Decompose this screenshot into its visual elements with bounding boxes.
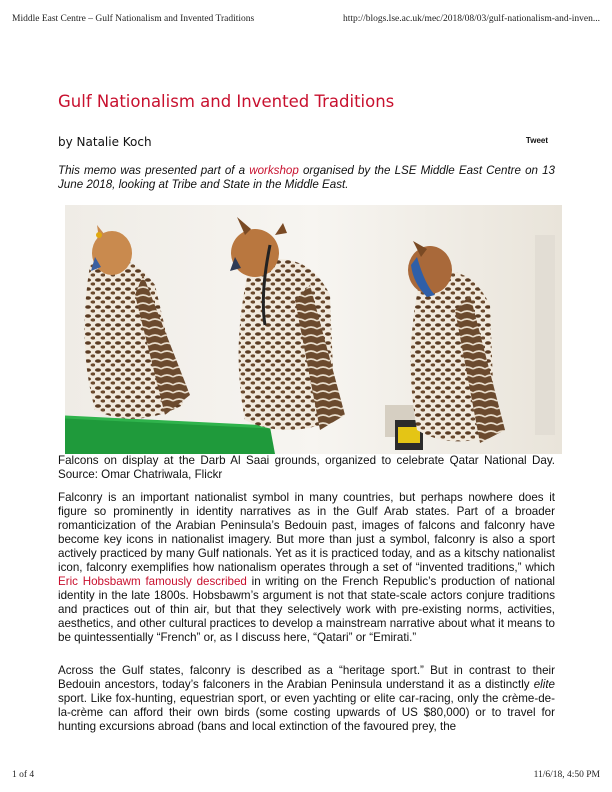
print-timestamp: 11/6/18, 4:50 PM (533, 770, 600, 780)
byline: by Natalie Koch (58, 135, 152, 149)
page-number: 1 of 4 (12, 770, 35, 780)
print-header-url: http://blogs.lse.ac.uk/mec/2018/08/03/gulf-nationalism-and-inven... (343, 14, 600, 24)
workshop-link[interactable]: workshop (249, 164, 299, 177)
falcons-photo (65, 205, 562, 454)
article-title: Gulf Nationalism and Invented Traditions (58, 92, 395, 111)
body-paragraph-1: Falconry is an important nationalist symbol in many countries, but perhaps nowhere does it figure so prominently in identity narratives as in the Gulf Arab states. Part of a broader romanticization of the Arabian Peninsula’s Bedouin past, images of falcons and falconry have become key icons in nationalist imagery. But more than just a symbol, falconry is also a sport actively practiced by many Gulf nationals. Yet as it is practiced today, and as a kitschy nationalist icon, falconry exemplifies how nationalism operates through a set of “invented traditions,” which Eric Hobsbawm famously described in writing on the French Republic’s production of national identity in the late 1800s. Hobsbawm’s argument is not that state-scale actors conjure traditions and practices out of thin air, but that they selectively work with pre-existing norms, activities, aesthetics, and other cultural practices to develop a mainstream narrative about what it means to be quintessentially “French” or, as I discuss here, “Qatari” or “Emirati.” (58, 491, 555, 644)
falcons-illustration (65, 205, 562, 454)
body-paragraph-2: Across the Gulf states, falconry is described as a “heritage sport.” But in contrast to their Bedouin ancestors, today’s falconers in the Arabian Peninsula understand it as a distinctly elite sport. Like fox-hunting, equestrian sport, or even yachting or elite car-racing, only the crème-de-la-crème can afford their own birds (some costing upwards of US $80,000) or to travel for hunting excursions abroad (bans and local extinction of the favoured prey, the (58, 664, 555, 733)
photo-caption: Falcons on display at the Darb Al Saai grounds, organized to celebrate Qatar National Day. Source: Omar Chatriwala, Flickr (58, 454, 555, 481)
tweet-button[interactable]: Tweet (525, 136, 548, 145)
intro-note: This memo was presented part of a workshop organised by the LSE Middle East Centre on 13 June 2018, looking at Tribe and State in the Middle East. (58, 164, 555, 191)
hobsbawm-link[interactable]: Eric Hobsbawm famously described (58, 575, 247, 588)
print-header-title: Middle East Centre – Gulf Nationalism and Invented Traditions (12, 14, 255, 24)
